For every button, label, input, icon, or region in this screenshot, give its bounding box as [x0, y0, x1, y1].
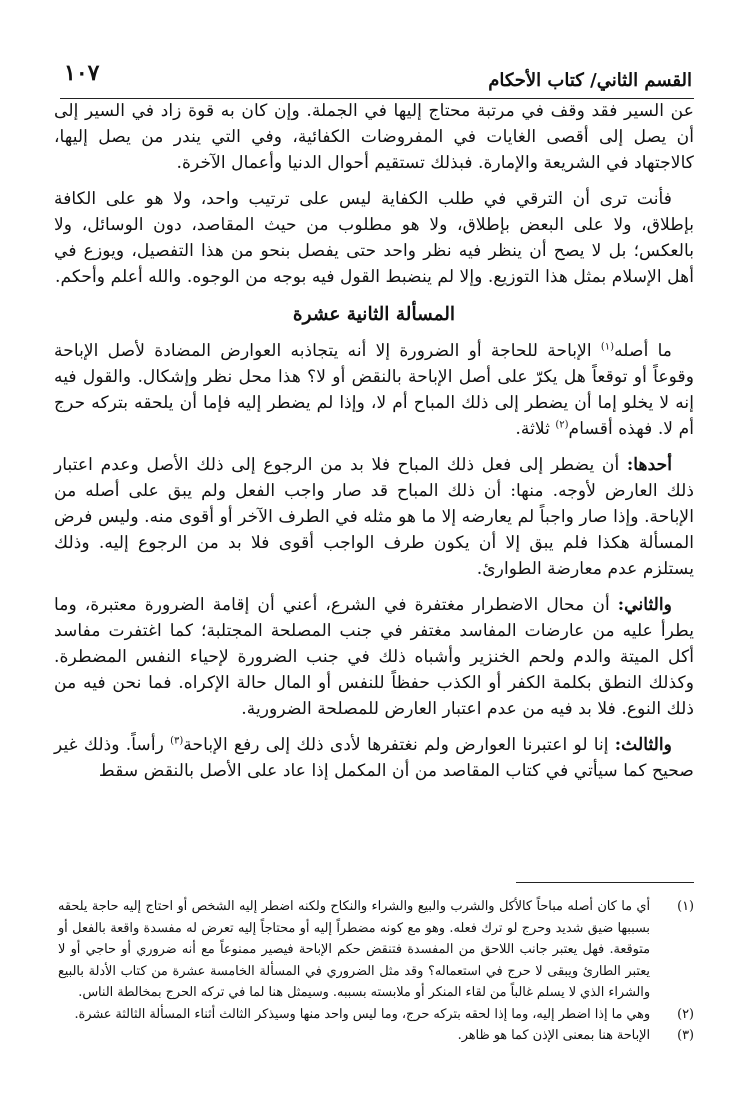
- paragraph-1: عن السير فقد وقف في مرتبة محتاج إليها في الجملة. وإن كان به قوة زاد في السير إلى أن يصل إلى أقصى الغايات في المفروضات الكفائية، وفي التي يندر من يصل إليها، كالاجتهاد في الشريعة والإمارة. فبذلك تستقيم أحوال الدنيا وأعمال الآخرة.: [54, 101, 694, 173]
- paragraph-3: [54, 338, 694, 442]
- paragraph-6-lead: والثالث:: [614, 735, 672, 755]
- footnote-1: [58, 896, 694, 1004]
- running-header: [60, 58, 694, 99]
- paragraph-5-text: أن محال الاضطرار مغتفرة في الشرع، أعني أن إقامة الضرورة معتبرة، وما يطرأ عليه من عارضات المفاسد مغتفر في جنب المصلحة المجتلبة؛ كما اغتفرت مفاسد أكل الميتة والدم ولحم الخنزير وأشباه ذلك في جنب الضرورة لإحياء النفس المضطرة. وكذلك النطق بكلمة الكفر أو الكذب حفظاً للنفس أو المال حالة الإكراه. فما نحن فيه من ذلك النوع. فلا بد فيه من عدم اعتبار العارض للمصلحة الضرورية.: [54, 595, 694, 719]
- paragraph-6-end: رأساً. وذلك غير صحيح كما سيأتي في كتاب المقاصد من أن المكمل إذا عاد على الأصل بالنقض سقط: [54, 735, 694, 781]
- footnote-3: [58, 1025, 694, 1047]
- footnote-number: (٣): [677, 1028, 694, 1043]
- paragraph-6: [54, 732, 694, 784]
- footnote-ref-2[interactable]: (٢): [555, 419, 569, 431]
- paragraph-6-start: إنا لو اعتبرنا العوارض ولم نغتفرها لأدى ذلك إلى رفع الإباحة: [183, 735, 615, 755]
- footnote-2: [58, 1004, 694, 1026]
- footnote-ref-1[interactable]: (١): [600, 341, 615, 353]
- paragraph-4-lead: أحدها:: [626, 455, 672, 475]
- paragraph-4-text: أن يضطر إلى فعل ذلك المباح فلا بد من الرجوع إلى ذلك الأصل وعدم اعتبار ذلك العارض لأوجه. منها: أن ذلك المباح قد صار واجب الفعل ولم يبق على أصله من الإباحة. وإذا صار واجباً لم يعارضه إلا ما هو مثله في الطرف الآخر أو أقوى منه. وليس فرض المسألة هكذا فلم يبق إلا أن يكون طرف الواجب أقوى فلا بد من الرجوع إليه. وذلك يستلزم عدم معارضة الطوارئ.: [54, 455, 694, 579]
- paragraph-3-middle: الإباحة للحاجة أو الضرورة إلا أنه يتجاذبه العوارض المضادة لأصل الإباحة وقوعاً أو توقعاً هل يكرّ على أصل الإباحة بالنقض أو لا؟ هذا محل نظر وإشكال. والقول فيه إنه لا يخلو إما أن يضطر إلى ذلك المباح أم لا، وإذا لم يضطر إليه فإما أن يلحقه بتركه حرج أم لا. فهذه أقسام: [54, 341, 694, 439]
- footnote-divider: [516, 882, 694, 883]
- footnotes: [58, 896, 694, 1047]
- footnote-number: (١): [677, 899, 694, 914]
- paragraph-3-end: ثلاثة.: [515, 419, 556, 439]
- paragraph-2: فأنت ترى أن الترقي في طلب الكفاية ليس على ترتيب واحد، ولا هو على الكافة بإطلاق، ولا على البعض بإطلاق، ولا هو مطلوب من حيث المقاصد، دون الوسائل، ولا بالعكس؛ بل لا يصح أن ينظر فيه نظر واحد حتى يفصل بنحو من هذا التفصيل، ويوزع في أهل الإسلام بمثل هذا التوزيع. وإلا لم ينضبط القول فيه بوجه من الوجوه. والله أعلم وأحكم.: [54, 189, 694, 287]
- paragraph-3-start: ما أصله: [614, 341, 673, 361]
- paragraph-5: [54, 592, 694, 722]
- section-heading: المسألة الثانية عشرة: [292, 304, 456, 325]
- paragraph-4: [54, 452, 694, 582]
- main-text: [54, 98, 694, 794]
- section-title: القسم الثاني/ كتاب الأحكام: [488, 70, 692, 91]
- page-number: ١٠٧: [64, 60, 100, 86]
- footnote-text: وهي ما إذا اضطر إليه، وما إذا لحقه بتركه حرج، وما ليس واحد منها وسيذكر الثالث أثناء المسألة الثالثة عشرة.: [74, 1006, 650, 1022]
- footnote-text: أي ما كان أصله مباحاً كالأكل والشرب والبيع والشراء والنكاح ولكنه اضطر إليه الشخص أو احتاج إليه حاجة يلحقه بسببها ضيق شديد وحرج لو ترك فعله. وهو مع كونه مضطراً إليه أو محتاجاً إليه تعرض له مفسدة واقعة بالفعل أو متوقعة. فهل يعتبر جانب اللاحق من المفسدة فتنقض حكم الإباحة فيصير ممنوعاً مع أنه ضروري أو حاجي أو لا يعتبر الطارئ ويبقى لا حرج في استعماله؟ وقد مثل الضروري في المسألة الخامسة عشرة من كتاب الأدلة بالبيع والشراء الذي لا يسلم غالباً من لقاء المنكر أو ملابسته بسببه. وسيمثل هنا لما في تركه الحرج بمخالطة الناس.: [58, 899, 650, 1000]
- paragraph-5-lead: والثاني:: [617, 595, 672, 615]
- footnote-number: (٢): [677, 1006, 694, 1022]
- footnote-ref-3[interactable]: (٣): [170, 735, 184, 747]
- footnote-text: الإباحة هنا بمعنى الإذن كما هو ظاهر.: [457, 1028, 650, 1043]
